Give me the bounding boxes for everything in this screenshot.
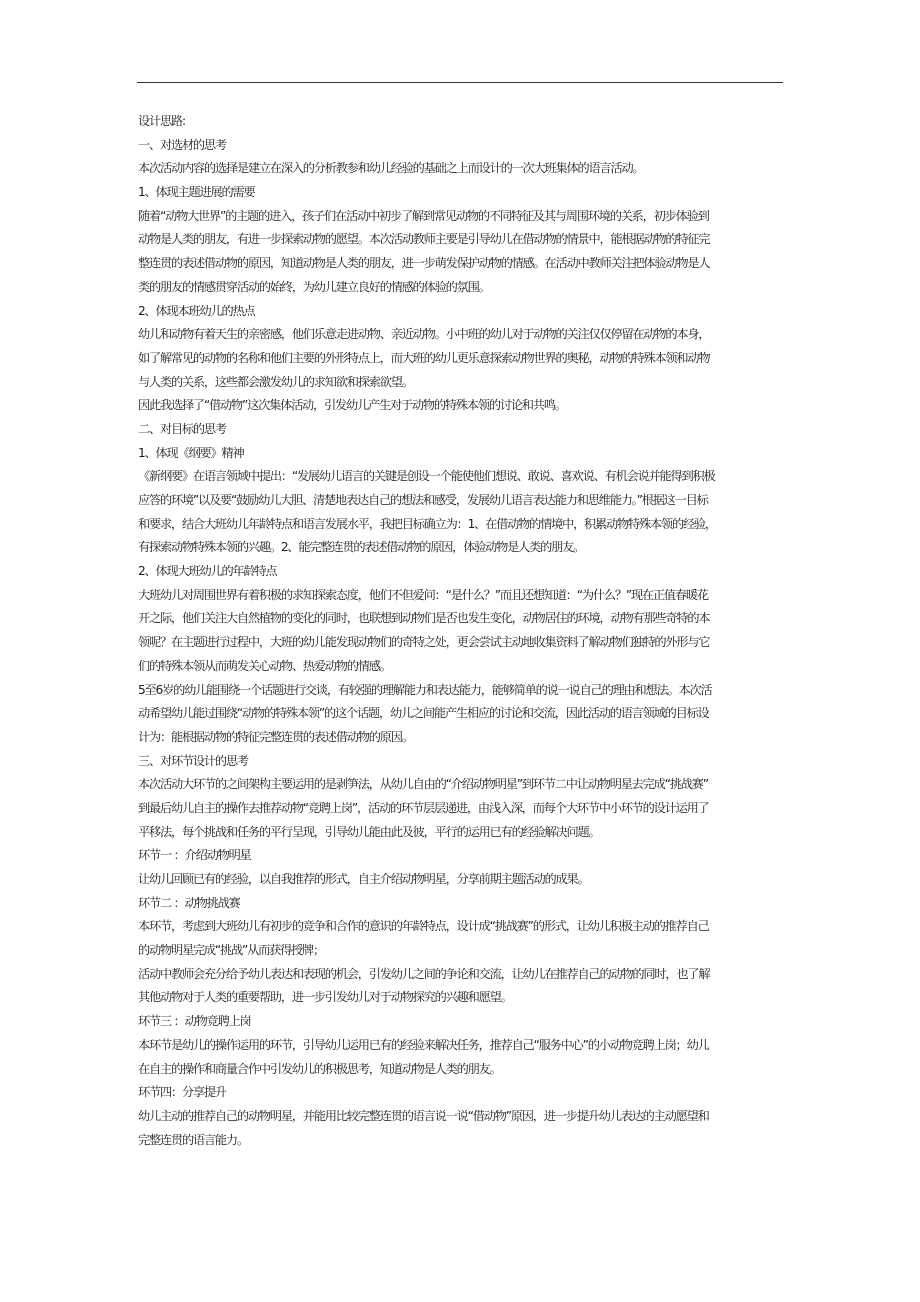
heading-design-ideas: 设计思路: [138,114,185,128]
text-line: 本次活动内容的选择是建立在深入的分析教参和幼儿经验的基础之上而设计的一次大班集体的语言活动。 [138,161,644,176]
section-heading-2: 二、对目标的思考 [138,421,226,436]
subheading: 2、体现大班幼儿的年龄特点 [138,564,277,579]
text-line: 领呢？在主题进行过程中，大班的幼儿能发现动物们的奇特之处，更会尝试主动地收集资料了解动物们独特的外形与它 [138,635,710,650]
text-line: 活动中教师会充分给予幼儿表达和表现的机会，引发幼儿之间的争论和交流，让幼儿在推荐自己的动物的同时，也了解 [138,966,710,981]
stage-heading-4: 环节四：分享提升 [138,1085,226,1100]
subheading: 1、体现《纲要》精神 [138,445,244,460]
section-heading-1: 一、对选材的思考 [138,137,226,152]
text-line: 类的朋友的情感贯穿活动的始终，为幼儿建立良好的情感的体验的氛围。 [138,279,490,294]
text-line: 如了解常见的动物的名称和他们主要的外形特点上，而大班的幼儿更乐意探索动物世界的奥秘，动物的特殊本领和动物 [138,350,710,365]
text-line: 让幼儿回顾已有的经验，以自我推荐的形式，自主介绍动物明星，分享前期主题活动的成果。 [138,872,589,886]
text-line: 本环节是幼儿的操作运用的环节，引导幼儿运用已有的经验来解决任务，推荐自己“服务中心”的小动物竞聘上岗；幼儿 [138,1037,709,1052]
text-line: 《新纲要》在语言领域中提出：“发展幼儿语言的关键是创设一个能使他们想说、敢说、喜欢说、有机会说并能得到积极 [138,469,715,484]
text-line: 与人类的关系，这些都会激发幼儿的求知欲和探索欲望。 [138,374,413,389]
text-line: 到最后幼儿自主的操作去推荐动物“竞聘上岗”，活动的环节层层递进，由浅入深，而每个大环节中小环节的设计运用了 [138,800,709,815]
text-line: 随着“动物大世界”的主题的进入，孩子们在活动中初步了解到常见动物的不同特征及其与周围环境的关系，初步体验到 [138,208,709,223]
document-body [138,110,788,1152]
text-line: 因此我选择了“借动物”这次集体活动，引发幼儿产生对于动物的特殊本领的讨论和共鸣。 [138,398,566,413]
text-line: 们的特殊本领从而萌发关心动物、热爱动物的情感。 [138,658,391,673]
text-line: 和要求，结合大班幼儿年龄特点和语言发展水平，我把目标确立为：1、在借动物的情境中，积累动物特殊本领的经验， [138,516,716,531]
text-line: 的动物明星完成“挑战”从而获得授牌； [138,943,325,958]
text-line: 完整连贯的语言能力。 [138,1132,248,1147]
text-line: 应答的环境”以及要“鼓励幼儿大胆、清楚地表达自己的想法和感受，发展幼儿语言表达能力和思维能力。”根据这一目标 [138,493,708,507]
text-line: 开之际，他们关注大自然植物的变化的同时，也联想到动物们是否也发生变化，动物居住的环境，动物有那些奇特的本 [138,611,710,626]
text-line: 大班幼儿对周围世界有着积极的求知探索态度，他们不但爱问：“是什么？”而且还想知道：“为什么？”现在正值春暖花 [138,587,708,602]
stage-heading-2: 环节二 ：动物挑战赛 [138,895,240,910]
text-line: 动物是人类的朋友，有进一步探索动物的愿望。本次活动教师主要是引导幼儿在借动物的情景中，能根据动物的特征完 [138,232,710,247]
text-line: 有探索动物特殊本领的兴趣。2、能完整连贯的表述借动物的原因，体验动物是人类的朋友。 [138,540,585,555]
text-line: 本环节，考虑到大班幼儿有初步的竞争和合作的意识的年龄特点，设计成“挑战赛”的形式，让幼儿积极主动的推荐自己 [138,919,709,934]
text-line: 本次活动大环节的之间架构主要运用的是剥笋法，从幼儿自由的“介绍动物明星”到环节二中让动物明星去完成“挑战赛” [138,777,708,792]
stage-heading-1: 环节一 ：介绍动物明星 [138,848,251,863]
header-rule [137,82,783,83]
text-line: 其他动物对于人类的重要帮助，进一步引发幼儿对于动物探究的兴趣和愿望。 [138,990,512,1005]
text-line: 计为：能根据动物的特征完整连贯的表述借动物的原因。 [138,729,413,744]
stage-heading-3: 环节三 ：动物竞聘上岗 [138,1014,251,1029]
text-line: 平移法，每个挑战和任务的平行呈现，引导幼儿能由此及彼，平行的运用已有的经验解决问题。 [138,824,600,839]
text-line: 整连贯的表述借动物的原因，知道动物是人类的朋友，进一步萌发保护动物的情感。在活动中教师关注把体验动物是人 [138,256,710,271]
text-line: 动希望幼儿能过围绕“动物的特殊本领”的这个话题，幼儿之间能产生相应的讨论和交流，因此活动的语言领域的目标设 [138,706,709,721]
subheading: 1、体现主题进展的需要 [138,185,255,200]
section-heading-3: 三、对环节设计的思考 [138,753,248,768]
text-line: 幼儿和动物有着天生的亲密感，他们乐意走进动物、亲近动物。小中班的幼儿对于动物的关注仅仅停留在动物的本身， [138,327,710,342]
text-line: 5至6岁的幼儿能围绕一个话题进行交谈，有较强的理解能力和表达能力，能够简单的说一说自己的理由和想法。本次活 [138,682,712,697]
text-line: 幼儿主动的推荐自己的动物明星，并能用比较完整连贯的语言说一说“借动物”原因，进一步提升幼儿表达的主动愿望和 [138,1108,709,1123]
subheading: 2、体现本班幼儿的热点 [138,303,255,318]
text-line: 在自主的操作和商量合作中引发幼儿的积极思考，知道动物是人类的朋友。 [138,1061,501,1076]
